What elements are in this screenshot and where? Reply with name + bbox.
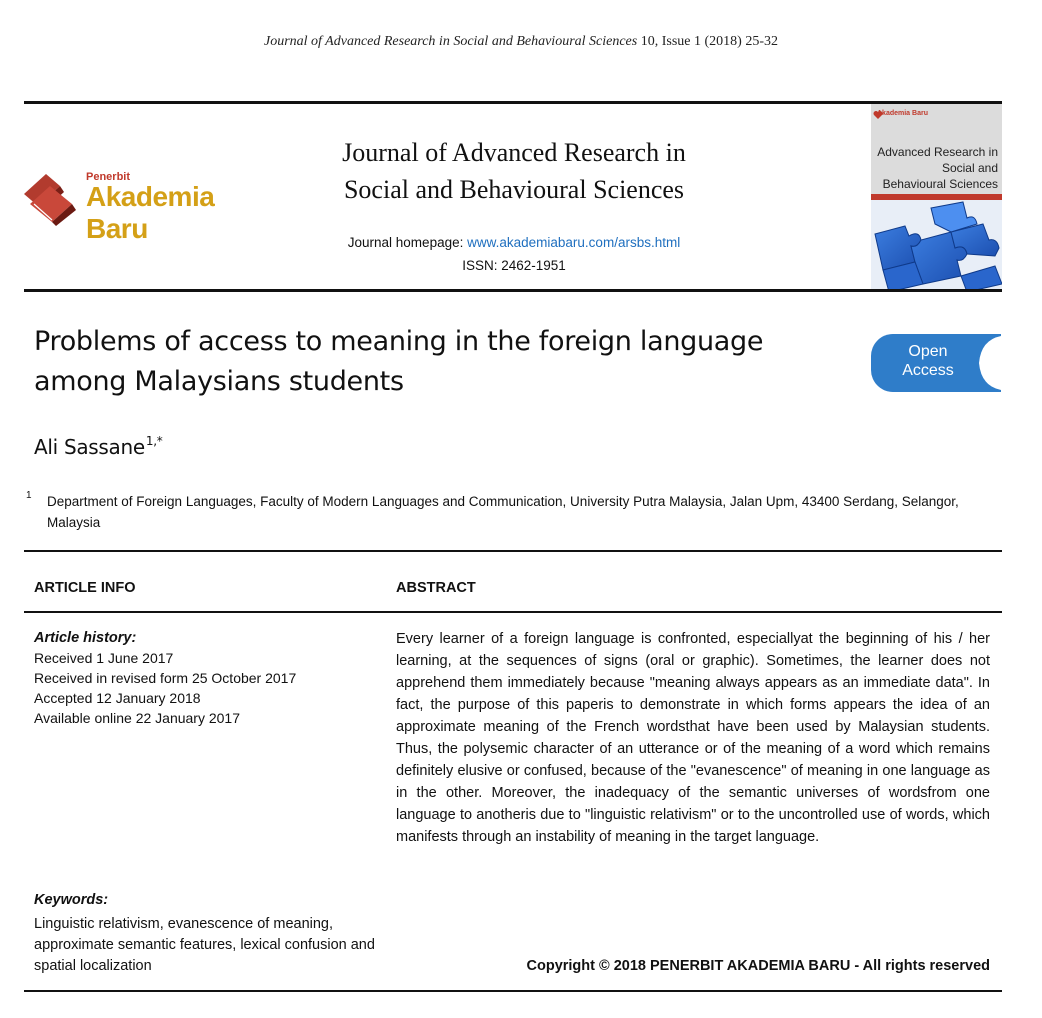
running-header-journal: Journal of Advanced Research in Social and Behavioural Sciences: [263, 34, 638, 49]
cover-title-line1: Advanced Research in: [877, 145, 998, 159]
journal-title-line1: Journal of Advanced Research in: [342, 138, 686, 167]
open-access-line2: Access: [902, 362, 954, 379]
journal-issn: ISSN: 2462-1951: [462, 258, 566, 273]
article-info-heading: ARTICLE INFO: [34, 580, 136, 596]
affiliation-number: 1: [26, 490, 32, 501]
keywords-text: Linguistic relativism, evanescence of meaning, approximate semantic features, lexical confusion and spatial localization: [34, 916, 375, 974]
info-top-rule: [24, 550, 1002, 552]
article-title-line1: Problems of access to meaning in the foreign language: [34, 326, 764, 357]
affiliation-text: Department of Foreign Languages, Faculty of Modern Languages and Communication, University Putra Malaysia, Jalan Upm, 43400 Serdang, Selangor, Malaysia: [47, 494, 959, 530]
article-history-label: Article history:: [34, 630, 137, 646]
journal-title: [300, 134, 728, 208]
copyright-notice: Copyright © 2018 PENERBIT AKADEMIA BARU - All rights reserved: [526, 958, 990, 974]
puzzle-image-icon: [871, 200, 1002, 290]
running-header-issue: 10, Issue 1 (2018) 25-32: [640, 34, 778, 49]
open-access-badge[interactable]: [871, 334, 1001, 392]
keywords-label: Keywords:: [34, 892, 109, 908]
article-title: [34, 322, 794, 402]
header-bottom-rule: [24, 289, 1002, 292]
journal-cover: [871, 104, 1002, 290]
abstract-heading: ABSTRACT: [396, 580, 476, 596]
revised-date: Received in revised form 25 October 2017: [34, 670, 297, 686]
cover-title-line2: Social and: [941, 161, 998, 175]
journal-title-line2: Social and Behavioural Sciences: [343, 175, 685, 204]
homepage-link[interactable]: www.akademiabaru.com/arsbs.html: [467, 235, 681, 250]
article-history: [34, 628, 384, 728]
open-access-line1: Open: [908, 343, 948, 360]
cover-brand: Akademia Baru: [877, 110, 928, 117]
author-superscript: 1,*: [145, 434, 163, 448]
accepted-date: Accepted 12 January 2018: [34, 690, 201, 706]
online-date: Available online 22 January 2017: [34, 710, 241, 726]
logo-name: Akademia Baru: [86, 181, 215, 244]
article-title-line2: among Malaysians students: [34, 366, 404, 397]
book-logo-icon: [20, 170, 82, 226]
author-text: Ali Sassane: [34, 435, 145, 459]
cover-title: [873, 144, 998, 192]
received-date: Received 1 June 2017: [34, 650, 174, 666]
journal-homepage: [300, 235, 728, 250]
homepage-label: Journal homepage:: [347, 235, 464, 250]
logo-penerbit: Penerbit: [86, 171, 131, 183]
open-access-label: [891, 342, 965, 380]
header-top-rule: [24, 101, 1002, 104]
running-header: [0, 34, 1042, 50]
publisher-logo: [20, 168, 260, 244]
author-name: [34, 434, 162, 459]
cover-title-line3: Behavioural Sciences: [882, 177, 998, 191]
abstract-text: Every learner of a foreign language is confronted, especiallyat the beginning of his / her learning, at the sequences of signs (oral or graphic). Sometimes, the learner does not apprehend them immediately because "meaning always appears as an immediate data". In fact, the purpose of this paperis to demonstrate in which forms appears the idea of an approximate meaning of the French wordsthat have been used by Malaysian students. Thus, the polysemic character of an utterance or of the meaning of a word which remains definitely elusive or confused, because of the "evanescence" of meaning in one language as in the other. Moreover, the inadequacy of the semantic universes of wordsfrom one language to anotheris due to "linguistic relativism" or to the uncontrolled use of words, which manifests through an instability of meaning in the target language.: [396, 631, 990, 845]
info-mid-rule: [24, 611, 1002, 613]
footer-rule: [24, 990, 1002, 992]
